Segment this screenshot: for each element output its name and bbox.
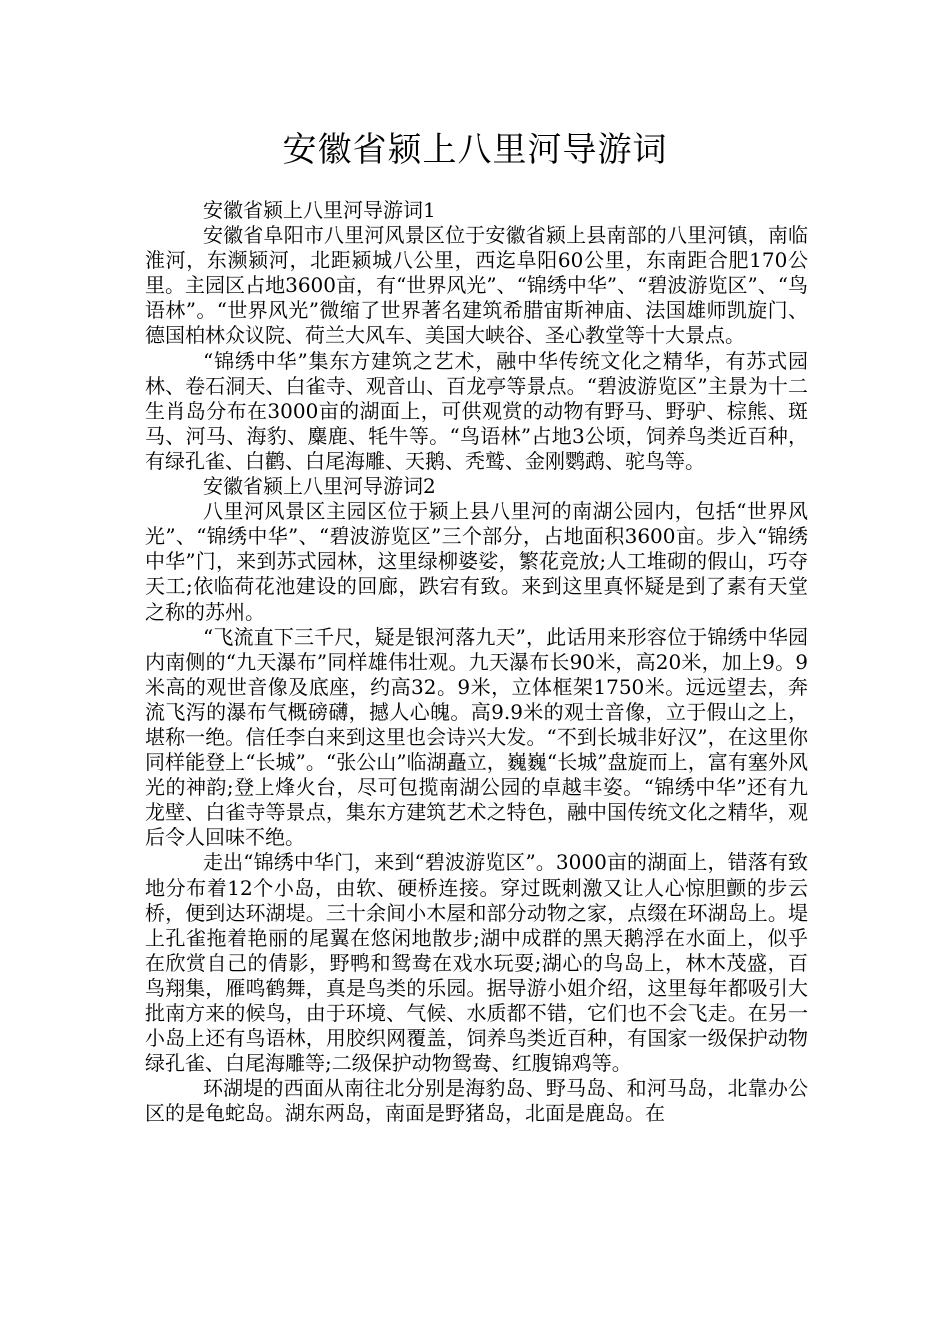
paragraph: 环湖堤的西面从南往北分别是海豹岛、野马岛、和河马岛，北靠办公区的是龟蛇岛。湖东两岛，南面是野猪岛，北面是鹿岛。在 <box>145 1076 808 1126</box>
document-body <box>145 198 808 1126</box>
section-heading: 安徽省颍上八里河导游词2 <box>203 474 436 499</box>
paragraph: 走出“锦绣中华门，来到“碧波游览区”。3000亩的湖面上，错落有致地分布着12个小岛，由软、硬桥连接。穿过既刺激又让人心惊胆颤的步云桥，便到达环湖堤。三十余间小木屋和部分动物之家，点缀在环湖岛上。堤上孔雀拖着艳丽的尾翼在悠闲地散步;湖中成群的黑天鹅浮在水面上，似乎在欣赏自己的倩影，野鸭和鸳鸯在戏水玩耍;湖心的鸟岛上，林木茂盛，百鸟翔集，雁鸣鹤舞，真是鸟类的乐园。据导游小姐介绍，这里每年都吸引大批南方来的候鸟，由于环境、气候、水质都不错，它们也不会飞走。在另一小岛上还有鸟语林，用胶织网覆盖，饲养鸟类近百种，有国家一级保护动物绿孔雀、白尾海雕等;二级保护动物鸳鸯、红腹锦鸡等。 <box>145 850 808 1076</box>
paragraph: 安徽省阜阳市八里河风景区位于安徽省颍上县南部的八里河镇，南临淮河，东濒颍河，北距颍城八公里，西迄阜阳60公里，东南距合肥170公里。主园区占地3600亩，有“世界风光”、“锦绣中华”、“碧波游览区”、“鸟语林”。“世界风光”微缩了世界著名建筑希腊宙斯神庙、法国雄师凯旋门、德国柏林众议院、荷兰大风车、美国大峡谷、圣心教堂等十大景点。 <box>145 223 808 348</box>
paragraph: “锦绣中华”集东方建筑之艺术，融中华传统文化之精华，有苏式园林、卷石洞天、白雀寺、观音山、百龙亭等景点。“碧波游览区”主景为十二生肖岛分布在3000亩的湖面上，可供观赏的动物有野马、野驴、棕熊、斑马、河马、海豹、麋鹿、牦牛等。“鸟语林”占地3公顷，饲养鸟类近百种，有绿孔雀、白鹳、白尾海雕、天鹅、秃鹫、金刚鹦鹉、驼鸟等。 <box>145 348 808 473</box>
paragraph: “飞流直下三千尺，疑是银河落九天”，此话用来形容位于锦绣中华园内南侧的“九天瀑布”同样雄伟壮观。九天瀑布长90米，高20米，加上9。9米高的观世音像及底座，约高32。9米，立体框架1750米。远远望去，奔流飞泻的瀑布气概磅礴，撼人心魄。高9.9米的观士音像，立于假山之上，堪称一绝。信任李白来到这里也会诗兴大发。“不到长城非好汉”，在这里你同样能登上“长城”。“张公山”临湖矗立，巍巍“长城”盘旋而上，富有塞外风光的神韵;登上烽火台，尽可包揽南湖公园的卓越丰姿。“锦绣中华”还有九龙壁、白雀寺等景点，集东方建筑艺术之特色，融中国传统文化之精华，观后令人回味不绝。 <box>145 624 808 850</box>
paragraph: 八里河风景区主园区位于颍上县八里河的南湖公园内，包括“世界风光”、“锦绣中华”、“碧波游览区”三个部分，占地面积3600亩。步入“锦绣中华”门，来到苏式园林，这里绿柳婆娑，繁花竞放;人工堆砌的假山，巧夺天工;依临荷花池建设的回廊，跌宕有致。来到这里真怀疑是到了素有天堂之称的苏州。 <box>145 499 808 624</box>
section-heading: 安徽省颍上八里河导游词1 <box>203 198 436 222</box>
document-title: 安徽省颍上八里河导游词 <box>282 130 668 170</box>
